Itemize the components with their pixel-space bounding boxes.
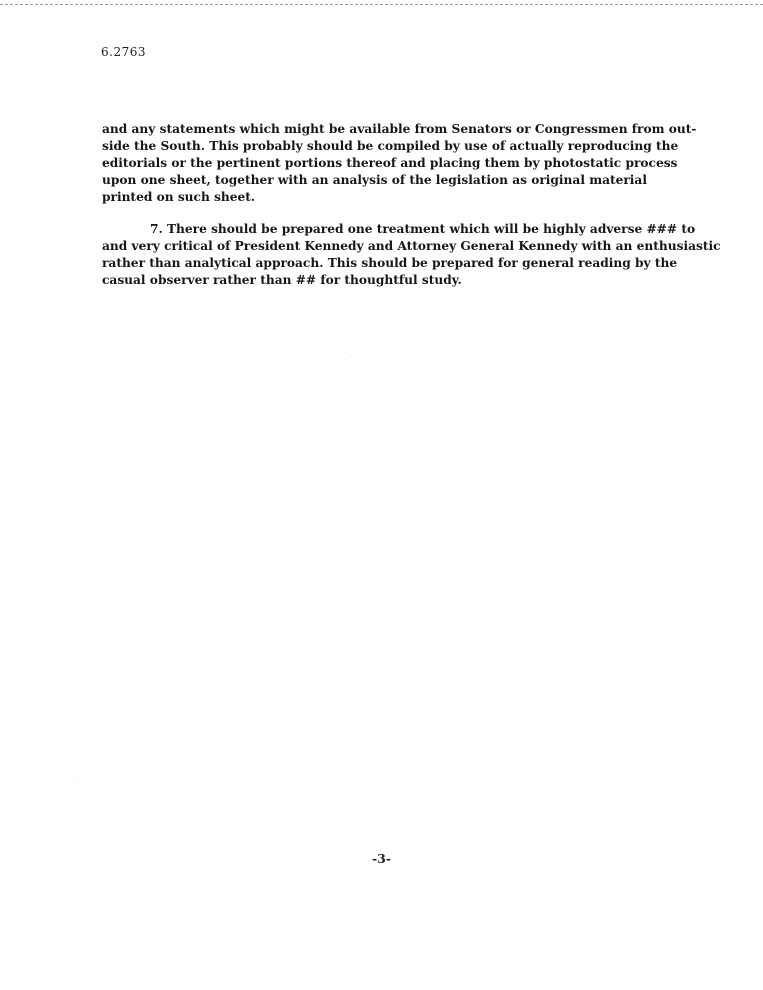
text-line: casual observer rather than ## for thoughtful study. [102, 273, 462, 287]
scan-speck [350, 355, 351, 356]
paragraph-continuation [102, 121, 722, 206]
scan-speck [75, 780, 76, 781]
text-line: rather than analytical approach. This should be prepared for general reading by the [102, 256, 678, 270]
paragraph-item-7 [102, 221, 722, 289]
page-edge-perforation [0, 4, 763, 5]
text-line: and very critical of President Kennedy and Attorney General Kennedy with an enthusiastic [102, 239, 721, 253]
text-line: 7. There should be prepared one treatment which will be highly adverse ### to [150, 222, 696, 236]
page-number: -3- [371, 851, 392, 866]
text-line: printed on such sheet. [102, 190, 256, 204]
text-line: side the South. This probably should be compiled by use of actually reproducing the [102, 139, 679, 153]
text-line: editorials or the pertinent portions thereof and placing them by photostatic process [102, 156, 678, 170]
text-line: upon one sheet, together with an analysis of the legislation as original material [102, 173, 647, 187]
text-line: and any statements which might be available from Senators or Congressmen from out- [102, 122, 697, 136]
document-number: 6.2763 [101, 45, 146, 59]
